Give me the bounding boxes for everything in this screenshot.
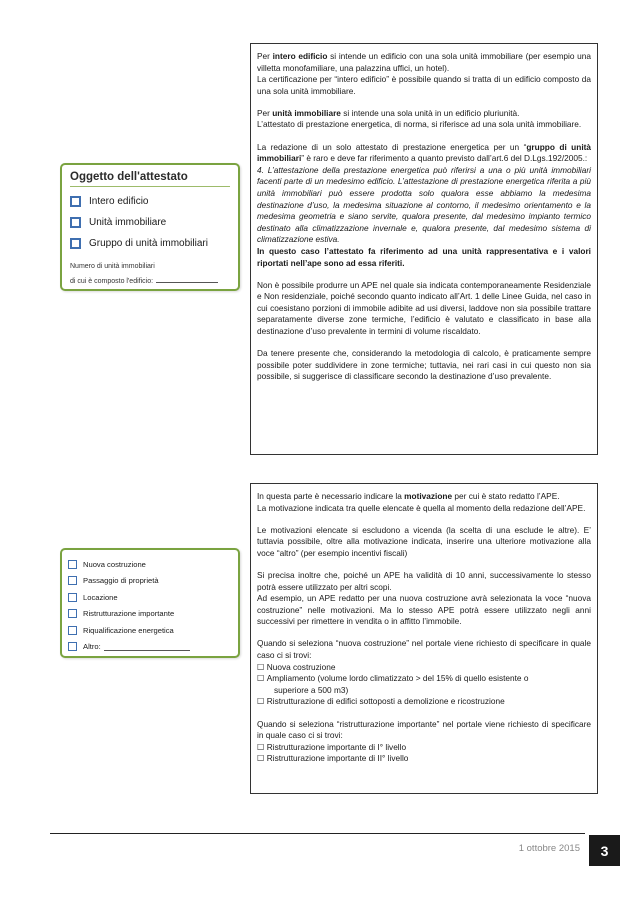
text: per cui è stato redatto l’APE. [452, 491, 560, 501]
paragraph [257, 491, 591, 514]
checklist-item: ☐ Ampliamento (volume lordo climatizzato > del 15% di quello esistente o [257, 673, 591, 685]
option-unita-immobiliare[interactable] [70, 212, 230, 233]
motivazione-explanation-box [250, 483, 598, 794]
bold-term: unità immobiliare [272, 107, 341, 118]
option-label: Passaggio di proprietà [83, 576, 159, 586]
paragraph [257, 142, 591, 270]
text: L’attestato di prestazione energetica, di norma, si riferisce ad una sola unità immobiliare. [257, 119, 582, 130]
option-label: Ristrutturazione importante [83, 609, 175, 619]
footer-date: 1 ottobre 2015 [518, 843, 580, 854]
text: Per [257, 51, 273, 61]
text: Si precisa inoltre che, poiché un APE ha validità di 10 anni, successivamente lo stesso potrà essere utilizzato per altri scopi. [257, 569, 591, 592]
checkbox-icon[interactable] [70, 238, 81, 249]
count-label-2: di cui è composto l'edificio: [70, 278, 154, 285]
option-label: Nuova costruzione [83, 559, 146, 569]
altro-input[interactable] [104, 643, 190, 651]
text: La motivazione indicata tra quelle elencate è quella al momento della redazione dell’APE. [257, 502, 586, 513]
checkbox-icon[interactable] [68, 626, 77, 635]
option-label: Intero edificio [89, 196, 149, 207]
option-passaggio-proprieta[interactable] [68, 573, 232, 590]
checkbox-icon[interactable] [68, 642, 77, 651]
text: si intende una sola unità in un edificio pluriunità. [340, 107, 520, 118]
option-nuova-costruzione[interactable] [68, 556, 232, 573]
paragraph [257, 51, 591, 97]
count-field [70, 259, 230, 289]
panel-title: Oggetto dell'attestato [70, 171, 230, 187]
checklist-item-continuation: superiore a 500 m3) [274, 684, 349, 695]
bold-term: intero edificio [272, 51, 328, 61]
bold-term: gruppo di unità immobiliari [257, 141, 592, 164]
text: La redazione di un solo attestato di prestazione energetica per un “ [257, 141, 527, 152]
bold-term: motivazione [404, 491, 453, 501]
paragraph [257, 108, 591, 131]
motivazione-panel [60, 548, 240, 658]
option-label: Altro: [83, 642, 101, 652]
paragraph: Da tenere presente che, considerando la metodologia di calcolo, è praticamente sempre possibile poter suddividere in zone termiche; tuttavia, nei rari casi in cui questo non sia possibile, si suggerisce di classificare secondo la destinazione d’uso prevalente. [257, 348, 591, 382]
option-intero-edificio[interactable] [70, 191, 230, 212]
oggetto-explanation-box [250, 43, 598, 455]
checkbox-icon[interactable] [68, 609, 77, 618]
option-altro[interactable] [68, 639, 232, 656]
law-quote: 4. L’attestazione della prestazione energetica può riferirsi a una o più unità immobiliari facenti parte di un medesimo edificio. L’attestazione di prestazione energetica riferita a più unità immobiliari può essere prodotta solo qualora esse abbiamo la medesima destinazione d’uso, la medesima situazione al contorno, il medesimo orientamento e la medesima geometria e siano servite, qualora presente, dal medesimo impianto termico destinato alla climatizzazione invernale e, qualora presente, dal medesimo sistema di climatizzazione estiva. [257, 164, 591, 245]
option-ristrutturazione[interactable] [68, 606, 232, 623]
count-input[interactable] [156, 274, 218, 283]
footer-divider [50, 833, 585, 834]
option-riqualificazione[interactable] [68, 622, 232, 639]
text: ” è raro e deve far riferimento a quanto previsto dall’art.6 del D.Lgs.192/2005.: [301, 153, 588, 164]
count-label: Numero di unità immobiliari [70, 263, 155, 270]
option-label: Riqualificazione energetica [83, 625, 174, 635]
checkbox-icon[interactable] [70, 217, 81, 228]
option-label: Locazione [83, 592, 118, 602]
paragraph [257, 719, 591, 765]
checklist-item: ☐ Ristrutturazione importante di II° livello [257, 753, 591, 765]
text: Ad esempio, un APE redatto per una nuova costruzione avrà selezionata la voce “nuova costruzione” nelle motivazioni. Ma lo stesso APE potrà essere utilizzato negli anni successivi per rimettere in vendita o in affitto l’immobile. [257, 593, 591, 627]
option-label: Unità immobiliare [89, 217, 167, 228]
checklist-item: ☐ Ristrutturazione importante di I° livello [257, 742, 591, 754]
oggetto-attestato-panel [60, 163, 240, 291]
option-locazione[interactable] [68, 589, 232, 606]
checkbox-icon[interactable] [70, 196, 81, 207]
text: La certificazione per “intero edificio” è possibile quando si tratta di un edificio composto da una sola unità immobiliare. [257, 74, 591, 96]
checkbox-icon[interactable] [68, 593, 77, 602]
paragraph [257, 638, 591, 708]
paragraph: Le motivazioni elencate si escludono a vicenda (la scelta di una esclude le altre). E’ tuttavia possibile, oltre alla motivazione indicata, inserire una ulteriore motivazione alla voce “altro” (per esempio incentivi fiscali) [257, 524, 591, 558]
option-label: Gruppo di unità immobiliari [89, 238, 208, 249]
page-number: 3 [589, 835, 620, 866]
text: Quando si seleziona “ristrutturazione importante” nel portale viene richiesto di specificare in quale caso ci si trovi: [257, 718, 591, 741]
option-gruppo-unita[interactable] [70, 233, 230, 254]
paragraph: Non è possibile produrre un APE nel quale sia indicata contemporaneamente Residenziale e Non residenziale, poiché secondo quanto indicato all’Art. 1 delle Linee Guida, nel caso in cui coesistano porzioni di immobile adibite ad usi diversi, laddove non sia possibile trattare separatamente diverse zone termiche, l’edificio è valutato e classificato in base alla destinazione d’uso prevalente in termini di volume riscaldato. [257, 279, 591, 336]
checkbox-icon[interactable] [68, 560, 77, 569]
text: In questa parte è necessario indicare la [257, 491, 405, 501]
bold-note: In questo caso l’attestato fa riferimento ad una unità rappresentativa e i valori riportati nell’ape sono ad essa riferiti. [257, 245, 591, 268]
checkbox-icon[interactable] [68, 576, 77, 585]
paragraph [257, 570, 591, 628]
text: si intende un edificio con una sola unità immobiliare (per esempio una villetta monofamiliare, una palazzina uffici, un hotel). [257, 51, 591, 73]
checklist-item: ☐ Nuova costruzione [257, 662, 591, 674]
text: Quando si seleziona “nuova costruzione” nel portale viene richiesto di specificare in quale caso ci si trovi: [257, 638, 591, 661]
checklist-item: ☐ Ristrutturazione di edifici sottoposti a demolizione e ricostruzione [257, 696, 591, 708]
text: Per [257, 107, 273, 118]
